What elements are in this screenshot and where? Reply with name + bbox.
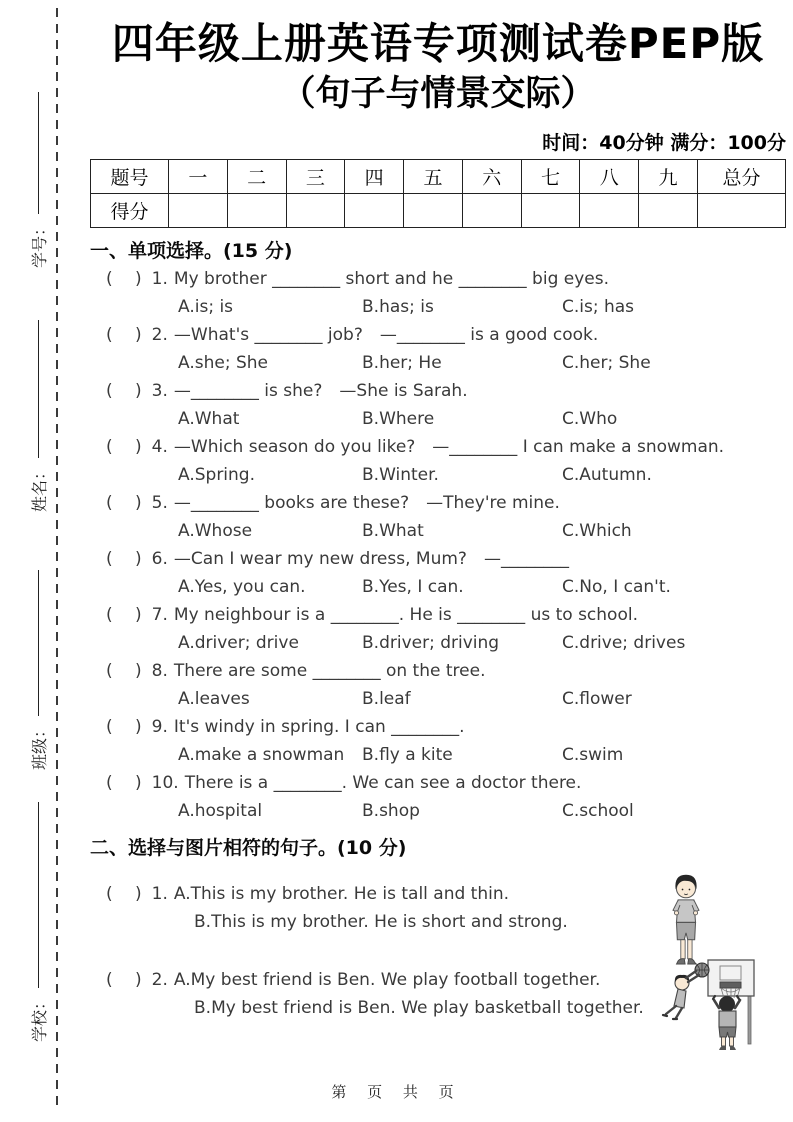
score-table-cell: 题号 xyxy=(91,160,169,194)
option-b: B.leaf xyxy=(362,689,411,710)
mc-question-8 xyxy=(90,657,786,713)
score-table xyxy=(90,159,786,228)
name-blank xyxy=(38,320,39,458)
score-table-cell: 一 xyxy=(169,160,228,194)
school-field xyxy=(26,794,50,1042)
answer-bracket: ( ) xyxy=(106,381,142,402)
picture-question-1 xyxy=(90,880,786,936)
option-b: B.her; He xyxy=(362,353,442,374)
mc-question-3 xyxy=(90,377,786,433)
question-number: 8. xyxy=(151,661,168,682)
empty-score-cell xyxy=(698,194,786,228)
mc-question-2 xyxy=(90,321,786,377)
answer-bracket: ( ) xyxy=(106,605,142,626)
student-number-label: 学号： xyxy=(29,219,49,268)
empty-score-cell xyxy=(462,194,521,228)
score-table-cell: 三 xyxy=(286,160,345,194)
answer-bracket: ( ) xyxy=(106,717,142,738)
option-c: C.Autumn. xyxy=(562,465,652,486)
score-table-cell: 总分 xyxy=(698,160,786,194)
score-table-cell: 八 xyxy=(580,160,639,194)
score-table-cell: 九 xyxy=(639,160,698,194)
empty-score-cell xyxy=(286,194,345,228)
score-label-cell: 得分 xyxy=(91,194,169,228)
question-number: 5. xyxy=(151,493,168,514)
score-table-cell: 四 xyxy=(345,160,404,194)
school-label: 学校： xyxy=(29,993,49,1042)
score-table-score-row xyxy=(91,194,786,228)
class-field xyxy=(26,565,50,770)
mc-question-4 xyxy=(90,433,786,489)
question-number: 10. xyxy=(151,773,179,794)
answer-bracket: ( ) xyxy=(106,493,142,514)
option-c: C.her; She xyxy=(562,353,651,374)
mc-question-5 xyxy=(90,489,786,545)
school-blank xyxy=(38,802,39,988)
option-b: B.Where xyxy=(362,409,435,430)
option-a: A.This is my brother. He is tall and thin. xyxy=(173,884,510,905)
empty-score-cell xyxy=(404,194,463,228)
kids-playing-basketball-illustration xyxy=(636,956,786,1052)
option-a: A.is; is xyxy=(178,297,234,318)
paper-title: 四年级上册英语专项测试卷PEP版 xyxy=(111,19,765,68)
question-stem: My neighbour is a ________. He is ________ us to school. xyxy=(173,605,638,626)
section2-heading: 二、选择与图片相符的句子。(10 分) xyxy=(90,837,407,860)
section1-heading: 一、单项选择。(15 分) xyxy=(90,240,293,263)
answer-bracket: ( ) xyxy=(106,269,142,290)
answer-bracket: ( ) xyxy=(106,437,142,458)
empty-score-cell xyxy=(580,194,639,228)
option-b: B.has; is xyxy=(362,297,434,318)
seal-dashed-line xyxy=(56,8,58,1106)
question-number: 2. xyxy=(151,325,168,346)
empty-score-cell xyxy=(521,194,580,228)
empty-score-cell xyxy=(227,194,286,228)
answer-bracket: ( ) xyxy=(106,661,142,682)
question-number: 2. xyxy=(151,970,168,991)
score-table-cell: 六 xyxy=(462,160,521,194)
question-stem: —What's ________ job? —________ is a good cook. xyxy=(173,325,599,346)
option-b: B.Winter. xyxy=(362,465,439,486)
question-stem: It's windy in spring. I can ________. xyxy=(173,717,465,738)
option-b: B.shop xyxy=(362,801,420,822)
class-label: 班级： xyxy=(29,721,49,770)
option-b: B.This is my brother. He is short and strong. xyxy=(194,912,568,933)
answer-bracket: ( ) xyxy=(106,884,142,905)
score-table-cell: 二 xyxy=(227,160,286,194)
option-b: B.Yes, I can. xyxy=(362,577,464,598)
question-number: 1. xyxy=(151,269,168,290)
question-stem: My brother ________ short and he ________ big eyes. xyxy=(173,269,610,290)
question-stem: There is a ________. We can see a doctor there. xyxy=(184,773,582,794)
mc-question-10 xyxy=(90,769,786,825)
question-stem: —________ books are these? —They're mine. xyxy=(173,493,560,514)
answer-bracket: ( ) xyxy=(106,773,142,794)
student-number-blank xyxy=(38,92,39,214)
class-blank xyxy=(38,570,39,716)
option-c: C.flower xyxy=(562,689,632,710)
question-stem: There are some ________ on the tree. xyxy=(173,661,486,682)
paper-subtitle: （句子与情景交际） xyxy=(280,73,596,114)
score-table-cell: 五 xyxy=(404,160,463,194)
option-a: A.leaves xyxy=(178,689,250,710)
option-c: C.drive; drives xyxy=(562,633,686,654)
option-a: A.Whose xyxy=(178,521,253,542)
option-b: B.driver; driving xyxy=(362,633,500,654)
option-b: B.What xyxy=(362,521,424,542)
empty-score-cell xyxy=(639,194,698,228)
mc-question-6 xyxy=(90,545,786,601)
option-a: A.Yes, you can. xyxy=(178,577,306,598)
option-a: A.What xyxy=(178,409,240,430)
option-a: A.she; She xyxy=(178,353,268,374)
question-number: 9. xyxy=(151,717,168,738)
score-table-header-row xyxy=(91,160,786,194)
option-b: B.fly a kite xyxy=(362,745,453,766)
option-a: A.Spring. xyxy=(178,465,255,486)
option-c: C.Who xyxy=(562,409,618,430)
option-a: A.make a snowman xyxy=(178,745,345,766)
option-c: C.Which xyxy=(562,521,632,542)
mc-question-9 xyxy=(90,713,786,769)
question-stem: —________ is she? —She is Sarah. xyxy=(173,381,468,402)
student-number-field xyxy=(26,86,50,268)
score-table-cell: 七 xyxy=(521,160,580,194)
empty-score-cell xyxy=(345,194,404,228)
name-field xyxy=(26,314,50,512)
option-b: B.My best friend is Ben. We play basketball together. xyxy=(194,998,644,1019)
answer-bracket: ( ) xyxy=(106,549,142,570)
mc-question-7 xyxy=(90,601,786,657)
question-number: 7. xyxy=(151,605,168,626)
name-label: 姓名： xyxy=(29,463,49,512)
option-a: A.hospital xyxy=(178,801,263,822)
question-number: 1. xyxy=(151,884,168,905)
question-number: 4. xyxy=(151,437,168,458)
option-c: C.is; has xyxy=(562,297,635,318)
option-c: C.school xyxy=(562,801,634,822)
picture-question-2 xyxy=(90,966,786,1022)
option-c: C.swim xyxy=(562,745,624,766)
question-number: 3. xyxy=(151,381,168,402)
option-c: C.No, I can't. xyxy=(562,577,671,598)
paper-content xyxy=(90,18,786,1022)
question-stem: —Which season do you like? —________ I can make a snowman. xyxy=(173,437,725,458)
option-a: A.My best friend is Ben. We play football together. xyxy=(173,970,601,991)
option-a: A.driver; drive xyxy=(178,633,299,654)
question-stem: —Can I wear my new dress, Mum? —________ xyxy=(173,549,569,570)
page-footer: 第 页 共 页 xyxy=(331,1083,462,1101)
empty-score-cell xyxy=(169,194,228,228)
question-number: 6. xyxy=(151,549,168,570)
time-and-score-info: 时间：40分钟 满分：100分 xyxy=(542,132,786,155)
answer-bracket: ( ) xyxy=(106,325,142,346)
answer-bracket: ( ) xyxy=(106,970,142,991)
mc-question-1 xyxy=(90,265,786,321)
